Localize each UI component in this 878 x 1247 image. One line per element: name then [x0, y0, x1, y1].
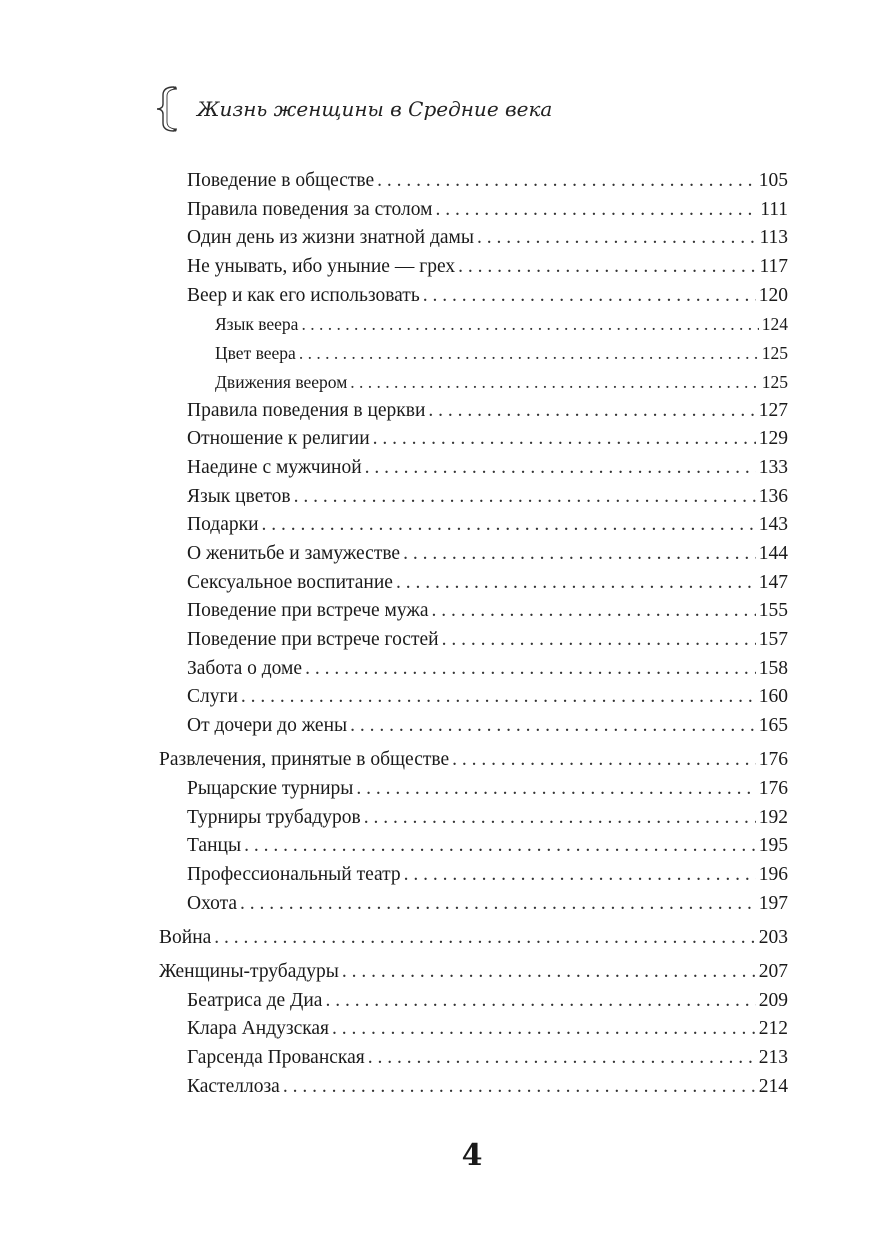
- toc-entry[interactable]: [159, 861, 788, 890]
- toc-entry-page: 125: [761, 371, 788, 392]
- toc-entry[interactable]: [159, 1015, 788, 1044]
- toc-entry[interactable]: [159, 425, 788, 454]
- toc-leader-dots: [240, 890, 756, 919]
- toc-entry-page: 136: [758, 485, 788, 507]
- toc-leader-dots: [350, 712, 756, 741]
- toc-entry-title: О женитьбе и замужестве: [187, 542, 401, 564]
- toc-entry[interactable]: [159, 282, 788, 311]
- toc-entry[interactable]: [159, 832, 788, 861]
- toc-leader-dots: [214, 924, 755, 953]
- page-number: 4: [461, 1138, 483, 1173]
- toc-entry-page: 176: [758, 777, 788, 799]
- toc-entry[interactable]: [159, 655, 788, 684]
- toc-leader-dots: [373, 425, 756, 454]
- toc-entry-page: 214: [758, 1075, 788, 1097]
- toc-entry-title: Цвет веера: [215, 343, 296, 364]
- toc-entry-page: 203: [758, 926, 788, 948]
- toc-leader-dots: [442, 626, 756, 655]
- toc-entry-page: 158: [758, 657, 788, 679]
- toc-entry-page: 195: [758, 835, 788, 857]
- toc-entry-page: 165: [758, 715, 788, 737]
- toc-leader-dots: [332, 1015, 756, 1044]
- toc-entry[interactable]: [159, 339, 788, 368]
- toc-entry-page: 113: [759, 227, 788, 249]
- toc-leader-dots: [342, 958, 756, 987]
- toc-entry-title: Язык цветов: [187, 485, 291, 507]
- toc-leader-dots: [301, 310, 758, 339]
- toc-leader-dots: [244, 832, 756, 861]
- toc-entry[interactable]: [159, 804, 788, 833]
- toc-entry[interactable]: [159, 569, 788, 598]
- toc-entry-page: 176: [758, 749, 788, 771]
- toc-entry-title: Танцы: [187, 835, 242, 857]
- toc-entry-page: 144: [758, 542, 788, 564]
- toc-leader-dots: [356, 775, 755, 804]
- toc-entry[interactable]: [159, 196, 788, 225]
- toc-entry-title: Правила поведения за столом: [187, 198, 433, 220]
- toc-entry[interactable]: [159, 253, 788, 282]
- toc-entry[interactable]: [159, 167, 788, 196]
- toc-leader-dots: [365, 454, 756, 483]
- toc-entry-page: 133: [758, 456, 788, 478]
- toc-entry-page: 105: [758, 170, 788, 191]
- toc-leader-dots: [368, 1044, 756, 1073]
- toc-entry-page: 197: [758, 892, 788, 914]
- toc-entry[interactable]: [159, 890, 788, 919]
- toc-leader-dots: [294, 483, 756, 512]
- toc-entry[interactable]: [159, 683, 788, 712]
- toc-leader-dots: [396, 569, 756, 598]
- toc-entry-page: 155: [758, 600, 788, 622]
- toc-leader-dots: [428, 397, 755, 426]
- toc-entry-page: 125: [761, 343, 788, 364]
- toc-entry[interactable]: [159, 397, 788, 426]
- toc-entry-page: 120: [758, 284, 788, 306]
- toc-entry-title: Правила поведения в церкви: [187, 399, 426, 421]
- toc-leader-dots: [377, 167, 756, 196]
- table-of-contents: [159, 167, 788, 1102]
- toc-leader-dots: [477, 224, 757, 253]
- toc-entry-title: Женщины-трубадуры: [159, 961, 339, 983]
- toc-entry[interactable]: [159, 775, 788, 804]
- toc-entry-title: Гарсенда Прованская: [187, 1047, 365, 1069]
- toc-leader-dots: [325, 987, 755, 1016]
- toc-entry-title: Война: [159, 926, 212, 948]
- toc-entry[interactable]: [159, 987, 788, 1016]
- toc-entry-title: Не унывать, ибо уныние — грех: [187, 256, 456, 278]
- bracket-ornament-icon: [155, 86, 179, 132]
- toc-entry-title: Веер и как его использовать: [187, 284, 420, 306]
- toc-entry-page: 124: [761, 314, 788, 335]
- toc-leader-dots: [435, 196, 757, 225]
- toc-entry-page: 196: [758, 864, 788, 885]
- toc-entry-title: Рыцарские турниры: [187, 777, 354, 799]
- toc-entry[interactable]: [159, 924, 788, 953]
- toc-entry-title: От дочери до жены: [187, 715, 348, 737]
- toc-entry-title: Забота о доме: [187, 657, 303, 679]
- toc-entry-page: 147: [758, 571, 788, 593]
- toc-entry-page: 207: [758, 961, 788, 983]
- toc-entry[interactable]: [159, 1073, 788, 1102]
- toc-entry[interactable]: [159, 224, 788, 253]
- toc-entry-page: 157: [758, 629, 788, 650]
- toc-entry-title: Поведение в обществе: [187, 170, 375, 191]
- toc-entry-page: 212: [758, 1018, 788, 1040]
- toc-entry-page: 209: [758, 989, 788, 1011]
- toc-entry-page: 111: [760, 198, 788, 220]
- toc-entry-title: Слуги: [187, 686, 238, 708]
- toc-leader-dots: [452, 746, 756, 775]
- toc-entry[interactable]: [159, 483, 788, 512]
- toc-entry[interactable]: [159, 746, 788, 775]
- toc-entry[interactable]: [159, 511, 788, 540]
- toc-entry-title: Поведение при встрече мужа: [187, 600, 429, 622]
- toc-leader-dots: [423, 282, 756, 311]
- toc-entry[interactable]: [159, 626, 788, 655]
- toc-leader-dots: [241, 683, 756, 712]
- toc-entry[interactable]: [159, 597, 788, 626]
- toc-entry-page: 127: [758, 399, 788, 421]
- toc-entry-page: 160: [758, 686, 788, 708]
- toc-entry[interactable]: [159, 368, 788, 397]
- toc-entry-title: Клара Андузская: [187, 1018, 330, 1040]
- toc-entry-page: 117: [759, 256, 788, 278]
- toc-leader-dots: [283, 1073, 756, 1102]
- toc-entry-title: Наедине с мужчиной: [187, 456, 362, 478]
- running-head-title: Жизнь женщины в Средние века: [197, 97, 553, 121]
- toc-entry[interactable]: [159, 310, 788, 339]
- toc-entry-title: Профессиональный театр: [187, 864, 401, 885]
- toc-entry-title: Развлечения, принятые в обществе: [159, 749, 450, 771]
- toc-entry-title: Движения веером: [215, 371, 348, 392]
- toc-leader-dots: [305, 655, 756, 684]
- toc-entry-title: Подарки: [187, 514, 259, 536]
- toc-entry[interactable]: [159, 1044, 788, 1073]
- toc-entry-title: Один день из жизни знатной дамы: [187, 227, 474, 249]
- toc-entry[interactable]: [159, 958, 788, 987]
- toc-entry-page: 192: [758, 806, 788, 828]
- toc-entry[interactable]: [159, 712, 788, 741]
- toc-entry-page: 213: [758, 1047, 788, 1069]
- toc-leader-dots: [350, 368, 758, 397]
- toc-leader-dots: [404, 861, 756, 890]
- toc-entry[interactable]: [159, 454, 788, 483]
- toc-entry[interactable]: [159, 540, 788, 569]
- toc-entry-title: Язык веера: [215, 314, 299, 335]
- toc-entry-title: Поведение при встрече гостей: [187, 629, 439, 650]
- toc-entry-title: Охота: [187, 892, 237, 914]
- toc-leader-dots: [458, 253, 756, 282]
- toc-entry-title: Турниры трубадуров: [187, 806, 361, 828]
- toc-entry-title: Сексуальное воспитание: [187, 571, 393, 593]
- toc-leader-dots: [403, 540, 756, 569]
- toc-entry-title: Беатриса де Диа: [187, 989, 323, 1011]
- toc-leader-dots: [364, 804, 756, 833]
- toc-leader-dots: [262, 511, 756, 540]
- toc-entry-title: Кастеллоза: [187, 1075, 280, 1097]
- toc-leader-dots: [299, 339, 759, 368]
- toc-leader-dots: [432, 597, 756, 626]
- toc-entry-title: Отношение к религии: [187, 428, 370, 450]
- toc-entry-page: 129: [758, 428, 788, 450]
- toc-entry-page: 143: [758, 514, 788, 536]
